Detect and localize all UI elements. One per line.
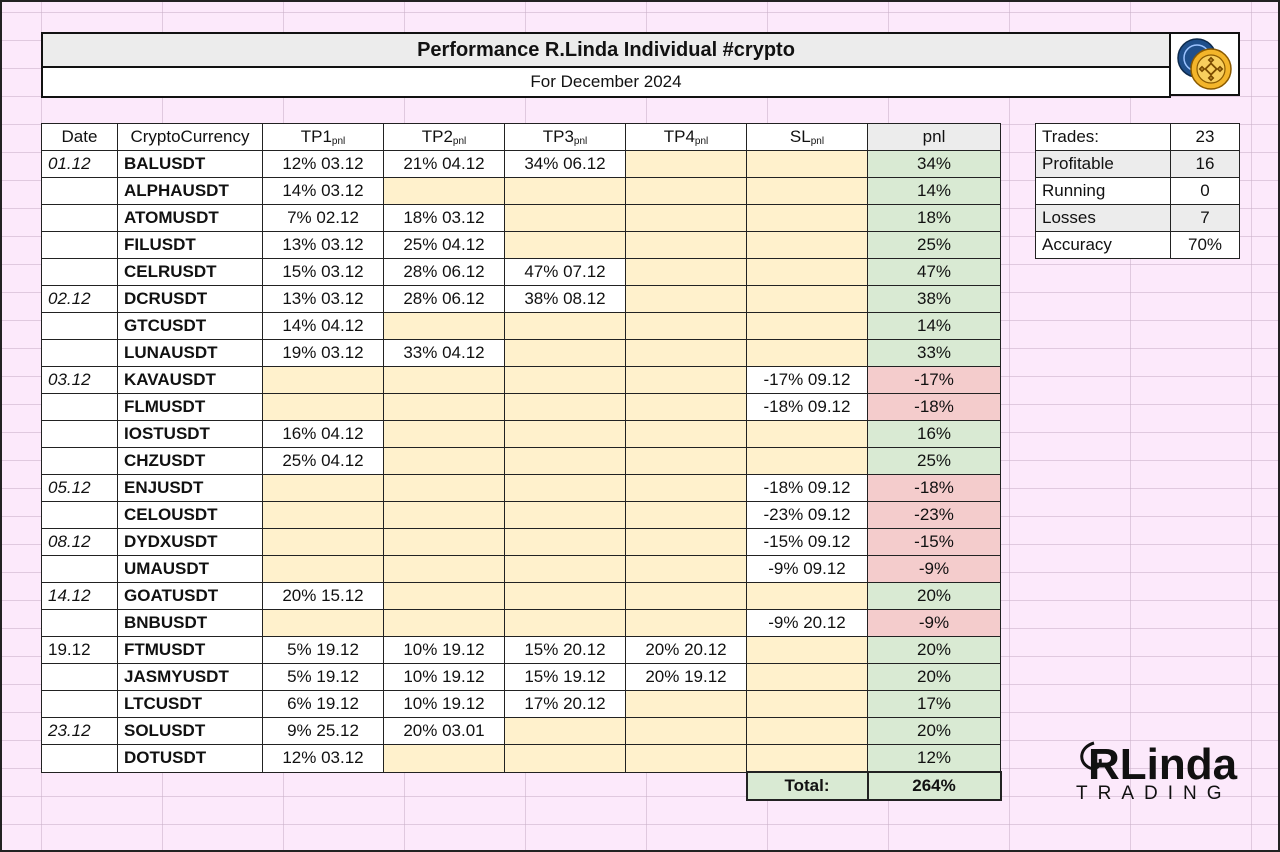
cell-tp1: 9% 25.12 [263, 718, 384, 745]
cell-tp3 [505, 610, 626, 637]
cell-symbol: DOTUSDT [118, 745, 263, 773]
cell-tp1 [263, 367, 384, 394]
cell-pnl: 38% [868, 286, 1001, 313]
total-row [42, 772, 1001, 800]
cell-date [42, 232, 118, 259]
cell-tp1: 14% 04.12 [263, 313, 384, 340]
cell-sl: -9% 09.12 [747, 556, 868, 583]
cell-pnl: 20% [868, 583, 1001, 610]
cell-date: 05.12 [42, 475, 118, 502]
cell-tp3 [505, 367, 626, 394]
cell-tp3 [505, 421, 626, 448]
cell-date [42, 448, 118, 475]
cell-tp1: 6% 19.12 [263, 691, 384, 718]
cell-tp4 [626, 367, 747, 394]
cell-tp2: 21% 04.12 [384, 151, 505, 178]
table-row [42, 205, 1001, 232]
cell-tp3: 34% 06.12 [505, 151, 626, 178]
cell-tp3 [505, 502, 626, 529]
cell-tp2 [384, 367, 505, 394]
cell-sl [747, 664, 868, 691]
summary-value: 16 [1171, 151, 1240, 178]
cell-date [42, 313, 118, 340]
cell-tp3: 38% 08.12 [505, 286, 626, 313]
cell-tp4: 20% 19.12 [626, 664, 747, 691]
summary-row [1036, 205, 1240, 232]
table-row [42, 178, 1001, 205]
cell-tp4 [626, 610, 747, 637]
cell-pnl: 25% [868, 448, 1001, 475]
cell-pnl: 20% [868, 637, 1001, 664]
cell-tp3 [505, 475, 626, 502]
cell-tp4 [626, 232, 747, 259]
table-row [42, 718, 1001, 745]
cell-pnl: 20% [868, 718, 1001, 745]
cell-sl [747, 340, 868, 367]
cell-tp2: 28% 06.12 [384, 259, 505, 286]
brand-tagline: TRADING [1076, 783, 1232, 803]
cell-tp4 [626, 556, 747, 583]
cell-tp3: 15% 20.12 [505, 637, 626, 664]
table-row [42, 610, 1001, 637]
cell-tp1: 7% 02.12 [263, 205, 384, 232]
cell-pnl: 16% [868, 421, 1001, 448]
cell-sl [747, 205, 868, 232]
brand-logo [1074, 737, 1244, 803]
cell-tp3 [505, 583, 626, 610]
table-row [42, 151, 1001, 178]
summary-label: Running [1036, 178, 1171, 205]
cell-pnl: 14% [868, 178, 1001, 205]
cell-tp3 [505, 394, 626, 421]
cell-sl [747, 691, 868, 718]
cell-date [42, 610, 118, 637]
cell-symbol: BNBUSDT [118, 610, 263, 637]
cell-date [42, 178, 118, 205]
cell-sl: -15% 09.12 [747, 529, 868, 556]
report-title: Performance R.Linda Individual #crypto [43, 34, 1169, 68]
cell-symbol: ATOMUSDT [118, 205, 263, 232]
cell-tp3 [505, 178, 626, 205]
cell-tp1 [263, 502, 384, 529]
table-row [42, 556, 1001, 583]
brand-name: RLinda [1088, 740, 1238, 789]
col-date: Date [42, 124, 118, 151]
col-tp1: $TP1_{pnl}$ [263, 124, 384, 151]
cell-pnl: -23% [868, 502, 1001, 529]
cell-tp1: 19% 03.12 [263, 340, 384, 367]
cell-date: 02.12 [42, 286, 118, 313]
rlinda-logo-icon [1074, 737, 1244, 803]
cell-symbol: FLMUSDT [118, 394, 263, 421]
cell-tp2 [384, 610, 505, 637]
cell-symbol: CELOUSDT [118, 502, 263, 529]
cell-symbol: FTMUSDT [118, 637, 263, 664]
cell-tp4 [626, 178, 747, 205]
table-row [42, 448, 1001, 475]
cell-tp2 [384, 529, 505, 556]
cell-symbol: DYDXUSDT [118, 529, 263, 556]
cell-tp1: 5% 19.12 [263, 637, 384, 664]
cell-tp4 [626, 340, 747, 367]
total-row-spacer [42, 772, 747, 800]
summary-table [1035, 123, 1240, 259]
cell-sl [747, 718, 868, 745]
cell-tp3 [505, 448, 626, 475]
cell-pnl: 34% [868, 151, 1001, 178]
cell-tp1: 12% 03.12 [263, 151, 384, 178]
cell-symbol: KAVAUSDT [118, 367, 263, 394]
table-row [42, 232, 1001, 259]
cell-tp4 [626, 286, 747, 313]
cell-pnl: -15% [868, 529, 1001, 556]
summary-row [1036, 151, 1240, 178]
cell-tp2 [384, 583, 505, 610]
cell-tp2 [384, 556, 505, 583]
cell-tp2 [384, 394, 505, 421]
cell-tp2: 33% 04.12 [384, 340, 505, 367]
table-row [42, 502, 1001, 529]
col-tp3: $TP3_{pnl}$ [505, 124, 626, 151]
cell-pnl: 18% [868, 205, 1001, 232]
cell-tp4 [626, 691, 747, 718]
cell-tp2: 18% 03.12 [384, 205, 505, 232]
cell-tp2 [384, 313, 505, 340]
total-value: 264% [868, 772, 1001, 800]
cell-tp3 [505, 529, 626, 556]
cell-symbol: JASMYUSDT [118, 664, 263, 691]
cell-date: 14.12 [42, 583, 118, 610]
summary-label: Profitable [1036, 151, 1171, 178]
table-row [42, 259, 1001, 286]
cell-pnl: 33% [868, 340, 1001, 367]
summary-label: Losses [1036, 205, 1171, 232]
table-row [42, 394, 1001, 421]
cell-pnl: -17% [868, 367, 1001, 394]
cell-tp1: 12% 03.12 [263, 745, 384, 773]
cell-sl [747, 448, 868, 475]
cell-date: 01.12 [42, 151, 118, 178]
cell-sl [747, 313, 868, 340]
table-header-row [42, 124, 1001, 151]
trades-table-body [42, 151, 1001, 773]
report-subtitle: For December 2024 [530, 72, 682, 91]
cell-pnl: -9% [868, 610, 1001, 637]
cell-tp2: 10% 19.12 [384, 664, 505, 691]
cell-sl [747, 259, 868, 286]
cell-tp3 [505, 718, 626, 745]
cell-symbol: ALPHAUSDT [118, 178, 263, 205]
table-row [42, 583, 1001, 610]
cell-tp1: 5% 19.12 [263, 664, 384, 691]
cell-tp1 [263, 475, 384, 502]
cell-sl [747, 745, 868, 773]
cell-sl [747, 421, 868, 448]
cell-sl [747, 286, 868, 313]
cell-date [42, 205, 118, 232]
total-label: Total: [747, 772, 868, 800]
cell-pnl: 12% [868, 745, 1001, 773]
cell-symbol: CHZUSDT [118, 448, 263, 475]
cell-tp2 [384, 745, 505, 773]
cell-tp4 [626, 421, 747, 448]
cell-tp1: 13% 03.12 [263, 286, 384, 313]
cell-tp4 [626, 394, 747, 421]
cell-date [42, 340, 118, 367]
cell-symbol: GTCUSDT [118, 313, 263, 340]
cell-pnl: -18% [868, 394, 1001, 421]
cell-tp1: 20% 15.12 [263, 583, 384, 610]
cell-tp3 [505, 556, 626, 583]
cell-tp4 [626, 259, 747, 286]
table-row [42, 529, 1001, 556]
cell-symbol: ENJUSDT [118, 475, 263, 502]
cell-date [42, 745, 118, 773]
cell-date: 08.12 [42, 529, 118, 556]
cell-pnl: 14% [868, 313, 1001, 340]
cell-pnl: -9% [868, 556, 1001, 583]
table-row [42, 637, 1001, 664]
cell-tp4: 20% 20.12 [626, 637, 747, 664]
cell-tp4 [626, 583, 747, 610]
summary-value: 23 [1171, 124, 1240, 151]
cell-sl [747, 151, 868, 178]
cell-symbol: LTCUSDT [118, 691, 263, 718]
cell-tp2: 10% 19.12 [384, 691, 505, 718]
cell-tp2: 10% 19.12 [384, 637, 505, 664]
cell-tp2 [384, 421, 505, 448]
cell-tp4 [626, 529, 747, 556]
cell-sl: -17% 09.12 [747, 367, 868, 394]
cell-date [42, 259, 118, 286]
cell-sl: -18% 09.12 [747, 475, 868, 502]
table-row [42, 664, 1001, 691]
cell-tp3 [505, 340, 626, 367]
cell-tp1: 16% 04.12 [263, 421, 384, 448]
cell-sl: -18% 09.12 [747, 394, 868, 421]
cell-symbol: UMAUSDT [118, 556, 263, 583]
cell-date: 19.12 [42, 637, 118, 664]
cell-pnl: 47% [868, 259, 1001, 286]
cell-symbol: DCRUSDT [118, 286, 263, 313]
cell-tp2 [384, 475, 505, 502]
col-tp4: $TP4_{pnl}$ [626, 124, 747, 151]
summary-value: 7 [1171, 205, 1240, 232]
cell-sl [747, 232, 868, 259]
cell-tp3 [505, 313, 626, 340]
cell-tp3 [505, 745, 626, 773]
col-currency: CryptoCurrency [118, 124, 263, 151]
summary-label: Accuracy [1036, 232, 1171, 259]
cell-date [42, 556, 118, 583]
table-row [42, 286, 1001, 313]
cell-sl: -9% 20.12 [747, 610, 868, 637]
cell-symbol: BALUSDT [118, 151, 263, 178]
col-tp2: $TP2_{pnl}$ [384, 124, 505, 151]
cell-tp4 [626, 151, 747, 178]
cell-pnl: -18% [868, 475, 1001, 502]
cell-tp1 [263, 394, 384, 421]
cell-date [42, 691, 118, 718]
cell-tp1: 25% 04.12 [263, 448, 384, 475]
summary-row [1036, 124, 1240, 151]
table-row [42, 340, 1001, 367]
cell-tp4 [626, 205, 747, 232]
cell-date: 03.12 [42, 367, 118, 394]
col-sl: $SL_{pnl}$ [747, 124, 868, 151]
cell-tp1 [263, 610, 384, 637]
table-row [42, 313, 1001, 340]
table-row [42, 745, 1001, 773]
cell-date [42, 664, 118, 691]
cell-tp1: 13% 03.12 [263, 232, 384, 259]
cell-tp3 [505, 205, 626, 232]
cell-date [42, 421, 118, 448]
cell-tp2 [384, 502, 505, 529]
cell-date: 23.12 [42, 718, 118, 745]
cell-pnl: 20% [868, 664, 1001, 691]
col-pnl: pnl [868, 124, 1001, 151]
trades-table [41, 123, 1002, 801]
cell-symbol: SOLUSDT [118, 718, 263, 745]
cell-tp3: 15% 19.12 [505, 664, 626, 691]
cell-tp2 [384, 448, 505, 475]
summary-row [1036, 232, 1240, 259]
cell-tp4 [626, 745, 747, 773]
cell-symbol: GOATUSDT [118, 583, 263, 610]
summary-value: 0 [1171, 178, 1240, 205]
cell-sl [747, 637, 868, 664]
cell-symbol: LUNAUSDT [118, 340, 263, 367]
cell-symbol: FILUSDT [118, 232, 263, 259]
cell-sl [747, 178, 868, 205]
cell-pnl: 25% [868, 232, 1001, 259]
cell-tp3: 47% 07.12 [505, 259, 626, 286]
cell-tp2: 20% 03.01 [384, 718, 505, 745]
cell-tp1 [263, 556, 384, 583]
summary-row [1036, 178, 1240, 205]
cell-tp4 [626, 475, 747, 502]
cell-tp4 [626, 313, 747, 340]
cell-sl: -23% 09.12 [747, 502, 868, 529]
cell-tp1 [263, 529, 384, 556]
cell-sl [747, 583, 868, 610]
cell-tp1: 15% 03.12 [263, 259, 384, 286]
cell-symbol: CELRUSDT [118, 259, 263, 286]
cell-symbol: IOSTUSDT [118, 421, 263, 448]
table-row [42, 691, 1001, 718]
cell-tp2 [384, 178, 505, 205]
cell-tp4 [626, 502, 747, 529]
table-row [42, 421, 1001, 448]
summary-table-body [1036, 124, 1240, 259]
binance-coins-icon [1171, 34, 1238, 94]
summary-value: 70% [1171, 232, 1240, 259]
cell-tp4 [626, 448, 747, 475]
cell-date [42, 394, 118, 421]
table-row [42, 367, 1001, 394]
cell-tp3 [505, 232, 626, 259]
cell-tp4 [626, 718, 747, 745]
cell-tp2: 28% 06.12 [384, 286, 505, 313]
cell-pnl: 17% [868, 691, 1001, 718]
header-logo-cell [1169, 32, 1240, 96]
cell-tp3: 17% 20.12 [505, 691, 626, 718]
cell-tp2: 25% 04.12 [384, 232, 505, 259]
summary-label: Trades: [1036, 124, 1171, 151]
table-row [42, 475, 1001, 502]
report-header [41, 32, 1171, 98]
cell-date [42, 502, 118, 529]
cell-tp1: 14% 03.12 [263, 178, 384, 205]
